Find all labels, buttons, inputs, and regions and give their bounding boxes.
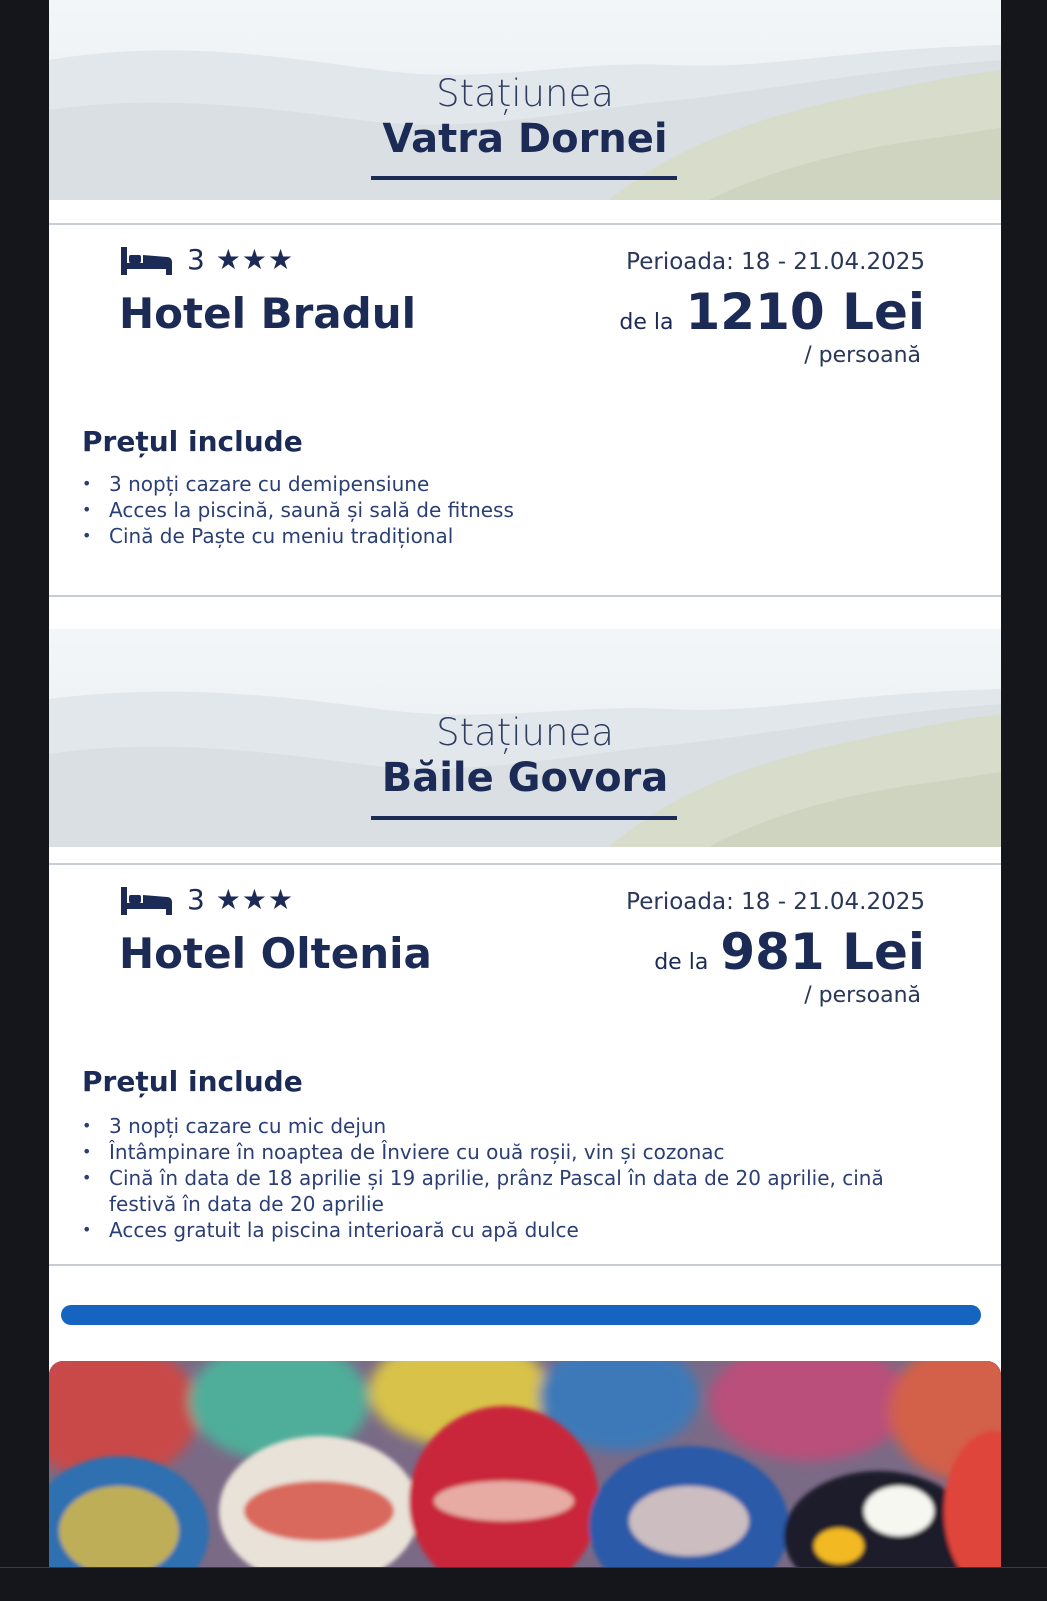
list-item: • Cină în data de 18 aprilie și 19 aprilie, prânz Pascal în data de 20 aprilie, cină festivă în data de 20 aprilie <box>82 1165 932 1217</box>
hotel-rating <box>187 243 294 276</box>
star-icon: ★★★ <box>215 243 295 276</box>
painted-eggs-illustration <box>49 1361 1001 1567</box>
includes-title: Prețul include <box>82 425 303 458</box>
bed-icon <box>121 885 173 917</box>
includes-list <box>82 1113 932 1243</box>
resort-prefix: Stațiunea <box>436 72 614 115</box>
price-block <box>619 283 925 341</box>
per-person-label: / persoană <box>804 983 921 1008</box>
price-from-label: de la <box>619 310 674 335</box>
resort-name: Vatra Dornei <box>382 116 668 162</box>
hotel-card-oltenia <box>49 863 1001 1266</box>
bottom-navigation-bar <box>0 1567 1047 1601</box>
includes-list <box>82 471 932 549</box>
resort-banner-vatra-dornei <box>49 0 1001 200</box>
bed-icon <box>121 245 173 277</box>
resort-name: Băile Govora <box>381 755 669 801</box>
list-item: • 3 nopți cazare cu demipensiune <box>82 471 932 497</box>
title-underline <box>371 176 677 180</box>
list-item: • Acces la piscină, saună și sală de fitness <box>82 497 932 523</box>
stars-count: 3 <box>187 883 206 916</box>
price-amount: 1210 Lei <box>685 283 925 341</box>
stay-period: Perioada: 18 - 21.04.2025 <box>626 889 925 915</box>
hotel-name: Hotel Oltenia <box>119 929 432 978</box>
price-from-label: de la <box>654 950 709 975</box>
title-underline <box>371 816 677 820</box>
newsletter-page <box>49 0 1001 1567</box>
list-item: • 3 nopți cazare cu mic dejun <box>82 1113 932 1139</box>
list-item: • Întâmpinare în noaptea de Înviere cu ouă roșii, vin și cozonac <box>82 1139 932 1165</box>
price-amount: 981 Lei <box>720 923 925 981</box>
includes-title: Prețul include <box>82 1065 303 1098</box>
easter-eggs-image <box>49 1361 1001 1567</box>
stay-period: Perioada: 18 - 21.04.2025 <box>626 249 925 275</box>
star-icon: ★★★ <box>215 883 295 916</box>
resort-banner-baile-govora <box>49 629 1001 847</box>
hotel-name: Hotel Bradul <box>119 289 417 338</box>
hotel-card-bradul <box>49 223 1001 597</box>
list-item: • Cină de Paște cu meniu tradițional <box>82 523 932 549</box>
section-divider-bar <box>61 1305 981 1325</box>
per-person-label: / persoană <box>804 343 921 368</box>
resort-prefix: Stațiunea <box>436 711 614 754</box>
stars-count: 3 <box>187 243 206 276</box>
price-block <box>654 923 925 981</box>
list-item: • Acces gratuit la piscina interioară cu apă dulce <box>82 1217 932 1243</box>
hotel-rating <box>187 883 294 916</box>
